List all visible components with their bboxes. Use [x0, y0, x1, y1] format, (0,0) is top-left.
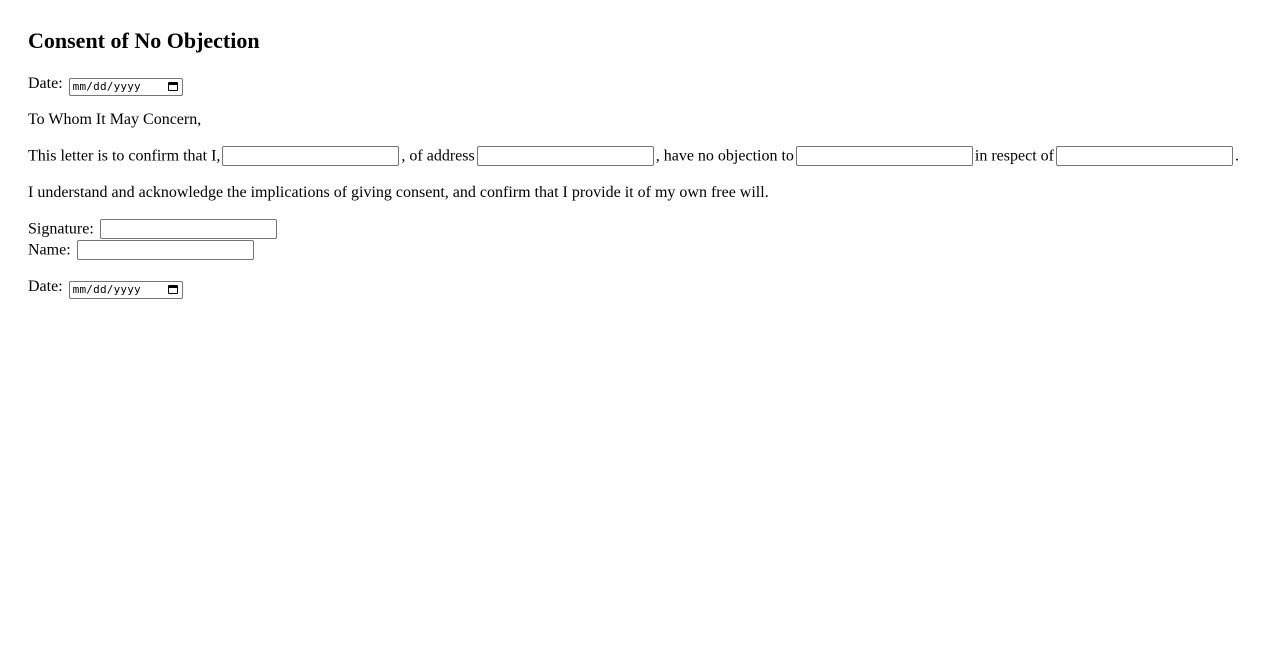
greeting: To Whom It May Concern, [28, 111, 202, 128]
name-label: Name: [28, 241, 71, 259]
calendar-icon[interactable] [168, 82, 178, 91]
signature-block [28, 219, 1250, 261]
name-row [28, 240, 1250, 261]
respect-label: in respect of [974, 147, 1054, 165]
signature-label: Signature: [28, 220, 94, 237]
consenter-name-field[interactable] [222, 146, 399, 166]
acknowledgement-text: I understand and acknowledge the implications of giving consent, and confirm that I provide it of my own free will. [28, 183, 769, 201]
respect-of-field[interactable] [1056, 146, 1233, 166]
top-date-row [28, 74, 1250, 94]
signature-field[interactable] [100, 219, 277, 239]
top-date-label: Date: [28, 75, 63, 92]
consent-letter [0, 0, 1278, 297]
bottom-date-label: Date: [28, 277, 63, 295]
bottom-date-input[interactable] [69, 281, 183, 299]
signature-row [28, 219, 1250, 240]
address-label: , of address [401, 147, 475, 165]
sentence-end: . [1234, 147, 1239, 165]
address-field[interactable] [477, 146, 654, 166]
confirm-prefix: This letter is to confirm that I, [28, 147, 221, 165]
top-date-input[interactable] [69, 78, 183, 96]
bottom-date-placeholder: mm/dd/yyyy [72, 282, 141, 296]
bottom-date-row [28, 277, 1250, 297]
name-field[interactable] [77, 240, 254, 260]
objection-subject-field[interactable] [796, 146, 973, 166]
page-title: Consent of No Objection [28, 28, 260, 53]
top-date-placeholder: mm/dd/yyyy [72, 80, 141, 93]
objection-label: , have no objection to [655, 147, 794, 165]
confirmation-sentence [28, 146, 1250, 167]
calendar-icon[interactable] [168, 285, 178, 294]
